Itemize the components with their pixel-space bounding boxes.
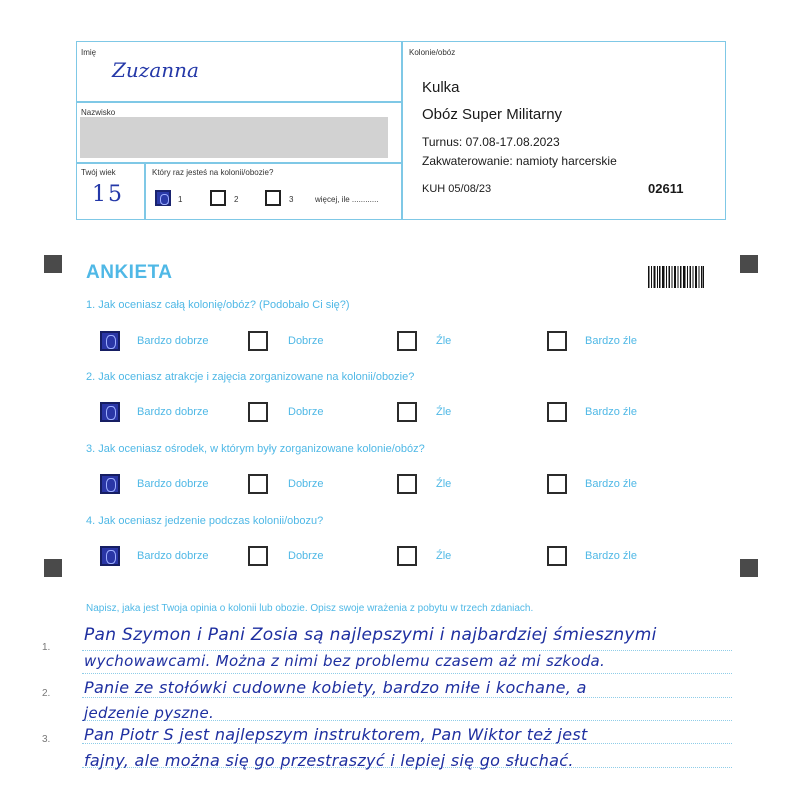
q3-option-bardzo-zle[interactable] xyxy=(547,474,567,494)
ktory-raz-option-3: 3 xyxy=(289,195,294,204)
nazwisko-redacted xyxy=(80,117,388,158)
q4-option-dobrze[interactable] xyxy=(248,546,268,566)
q1-option-bardzo-zle[interactable] xyxy=(547,331,567,351)
wiek-value[interactable]: 15 xyxy=(92,182,124,207)
q4-label-dobrze: Dobrze xyxy=(288,550,324,562)
opinion-number-1: 1. xyxy=(42,642,51,653)
q2-label-bardzo-zle: Bardzo źle xyxy=(585,406,637,418)
q3-label-bardzo-dobrze: Bardzo dobrze xyxy=(137,478,209,490)
ktory-raz-option-more: więcej, ile ............ xyxy=(315,195,379,204)
turnus: Turnus: 07.08-17.08.2023 xyxy=(422,135,560,149)
q2-option-zle[interactable] xyxy=(397,402,417,422)
camp-name-2: Obóz Super Militarny xyxy=(422,106,563,123)
q1-label-bardzo-zle: Bardzo źle xyxy=(585,335,637,347)
q3-option-zle[interactable] xyxy=(397,474,417,494)
q4-label-zle: Źle xyxy=(436,550,452,562)
q3-option-dobrze[interactable] xyxy=(248,474,268,494)
opinion-text-line-4[interactable]: jedzenie pyszne. xyxy=(84,704,215,722)
q2-label-zle: Źle xyxy=(436,406,452,418)
ktory-raz-checkbox-3[interactable] xyxy=(265,190,281,206)
opinion-line-2 xyxy=(82,673,732,674)
camp-code: KUH 05/08/23 xyxy=(422,183,492,195)
q1-option-zle[interactable] xyxy=(397,331,417,351)
q3-option-bardzo-dobrze[interactable] xyxy=(100,474,120,494)
q3-label-dobrze: Dobrze xyxy=(288,478,324,490)
question-2: 2. Jak oceniasz atrakcje i zajęcia zorganizowane na kolonii/obozie? xyxy=(86,371,415,383)
opinion-text-line-2[interactable]: wychowawcami. Można z nimi bez problemu czasem aż mi szkoda. xyxy=(84,652,606,670)
opinion-line-3 xyxy=(82,697,732,698)
camp-number: 02611 xyxy=(648,181,684,196)
kolonie-label: Kolonie/obóz xyxy=(409,48,456,57)
nazwisko-label: Nazwisko xyxy=(81,108,116,117)
ktory-raz-label: Który raz jesteś na kolonii/obozie? xyxy=(152,168,274,177)
q1-label-zle: Źle xyxy=(436,335,452,347)
q2-label-bardzo-dobrze: Bardzo dobrze xyxy=(137,406,209,418)
q1-option-bardzo-dobrze[interactable] xyxy=(100,331,120,351)
question-1: 1. Jak oceniasz całą kolonię/obóz? (Podobało Ci się?) xyxy=(86,299,350,311)
q3-label-bardzo-zle: Bardzo źle xyxy=(585,478,637,490)
q2-option-bardzo-zle[interactable] xyxy=(547,402,567,422)
opinion-text-line-3[interactable]: Panie ze stołówki cudowne kobiety, bardzo miłe i kochane, a xyxy=(84,678,587,697)
opinion-text-line-6[interactable]: fajny, ale można się go przestraszyć i lepiej się go słuchać. xyxy=(84,751,574,770)
barcode-icon xyxy=(648,266,704,288)
question-3: 3. Jak oceniasz ośrodek, w którym były zorganizowane kolonie/obóz? xyxy=(86,443,425,455)
opinion-number-2: 2. xyxy=(42,688,51,699)
opinion-text-line-5[interactable]: Pan Piotr S jest najlepszym instruktorem, Pan Wiktor też jest xyxy=(84,725,588,744)
q4-option-bardzo-zle[interactable] xyxy=(547,546,567,566)
opinion-line-1 xyxy=(82,650,732,651)
question-4: 4. Jak oceniasz jedzenie podczas kolonii/obozu? xyxy=(86,515,324,527)
q1-label-bardzo-dobrze: Bardzo dobrze xyxy=(137,335,209,347)
opinion-prompt: Napisz, jaka jest Twoja opinia o kolonii lub obozie. Opisz swoje wrażenia z pobytu w trzech zdaniach. xyxy=(86,603,534,614)
ktory-raz-option-1: 1 xyxy=(178,195,183,204)
ktory-raz-checkbox-1[interactable] xyxy=(155,190,171,206)
q4-option-zle[interactable] xyxy=(397,546,417,566)
q1-option-dobrze[interactable] xyxy=(248,331,268,351)
registration-mark-bottom-right xyxy=(740,559,758,577)
q2-option-bardzo-dobrze[interactable] xyxy=(100,402,120,422)
imie-value[interactable]: Zuzanna xyxy=(112,58,199,82)
q4-label-bardzo-dobrze: Bardzo dobrze xyxy=(137,550,209,562)
q3-label-zle: Źle xyxy=(436,478,452,490)
imie-label: Imię xyxy=(81,48,97,57)
ktory-raz-option-2: 2 xyxy=(234,195,239,204)
wiek-label: Twój wiek xyxy=(81,168,116,177)
opinion-text-line-1[interactable]: Pan Szymon i Pani Zosia są najlepszymi i najbardziej śmiesznymi xyxy=(84,625,657,645)
survey-title: ANKIETA xyxy=(86,262,173,283)
q2-option-dobrze[interactable] xyxy=(248,402,268,422)
q2-label-dobrze: Dobrze xyxy=(288,406,324,418)
registration-mark-bottom-left xyxy=(44,559,62,577)
q4-option-bardzo-dobrze[interactable] xyxy=(100,546,120,566)
q4-label-bardzo-zle: Bardzo źle xyxy=(585,550,637,562)
registration-mark-top-left xyxy=(44,255,62,273)
ktory-raz-checkbox-2[interactable] xyxy=(210,190,226,206)
q1-label-dobrze: Dobrze xyxy=(288,335,324,347)
opinion-number-3: 3. xyxy=(42,734,51,745)
registration-mark-top-right xyxy=(740,255,758,273)
camp-name-1: Kulka xyxy=(422,79,460,96)
zakwaterowanie: Zakwaterowanie: namioty harcerskie xyxy=(422,154,617,168)
